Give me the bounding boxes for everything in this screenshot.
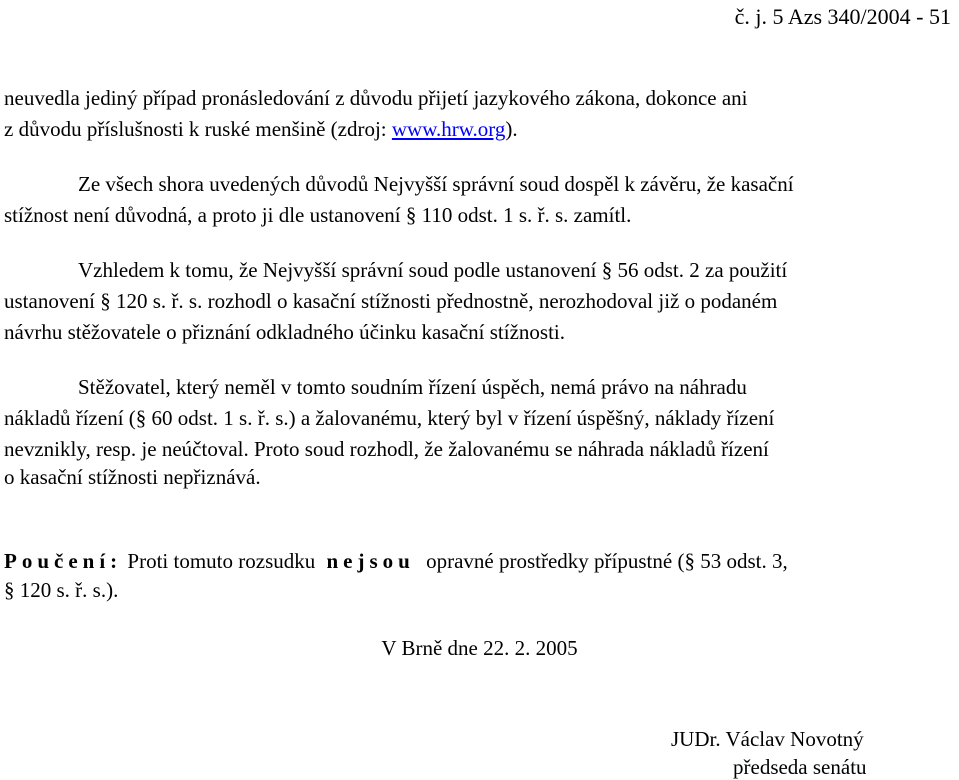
- instruction-label: Poučení:: [4, 549, 123, 573]
- paragraph-4-line-4: o kasační stížnosti nepřiznává.: [4, 465, 261, 489]
- paragraph-1-line-1: neuvedla jediný případ pronásledování z důvodu přijetí jazykového zákona, dokonce ani: [4, 86, 748, 110]
- place-date: V Brně dne 22. 2. 2005: [381, 636, 578, 660]
- instruction-line-1: [4, 551, 953, 572]
- paragraph-2-line-2: stížnost není důvodná, a proto ji dle ustanovení § 110 odst. 1 s. ř. s. zamítl.: [4, 203, 632, 227]
- paragraph-3-line-3: návrhu stěžovatele o přiznání odkladného účinku kasační stížnosti.: [4, 320, 566, 344]
- paragraph-1-tail: ).: [505, 117, 518, 141]
- case-number: č. j. 5 Azs 340/2004 - 51: [734, 4, 951, 29]
- paragraph-3-line-2: ustanovení § 120 s. ř. s. rozhodl o kasační stížnosti přednostně, nerozhodoval již o podaném: [4, 289, 778, 313]
- instruction-text-2: opravné prostředky přípustné (§ 53 odst. 3,: [420, 549, 788, 573]
- paragraph-4-line-3: nevznikly, resp. je neúčtoval. Proto soud rozhodl, že žalovanému se náhrada nákladů řízení: [4, 437, 769, 461]
- instruction-text-1: Proti tomuto rozsudku: [122, 549, 321, 573]
- source-link[interactable]: www.hrw.org: [391, 117, 506, 141]
- signature-name: JUDr. Václav Novotný: [671, 727, 864, 751]
- paragraph-1-text: z důvodu příslušnosti k ruské menšině (zdroj:: [4, 117, 392, 141]
- paragraph-4-line-1: Stěžovatel, který neměl v tomto soudním řízení úspěch, nemá právo na náhradu: [78, 375, 747, 399]
- signature-title: předseda senátu: [733, 755, 867, 779]
- paragraph-3-line-1: Vzhledem k tomu, že Nejvyšší správní soud podle ustanovení § 56 odst. 2 za použití: [78, 258, 788, 282]
- instruction-line-2: § 120 s. ř. s.).: [4, 578, 119, 602]
- paragraph-1-line-2: [4, 119, 953, 140]
- paragraph-2-line-1: Ze všech shora uvedených důvodů Nejvyšší správní soud dospěl k závěru, že kasační: [78, 172, 794, 196]
- paragraph-4-line-2: nákladů řízení (§ 60 odst. 1 s. ř. s.) a žalovanému, který byl v řízení úspěšný, náklady řízení: [4, 406, 775, 430]
- instruction-emphasis: nejsou: [326, 549, 415, 573]
